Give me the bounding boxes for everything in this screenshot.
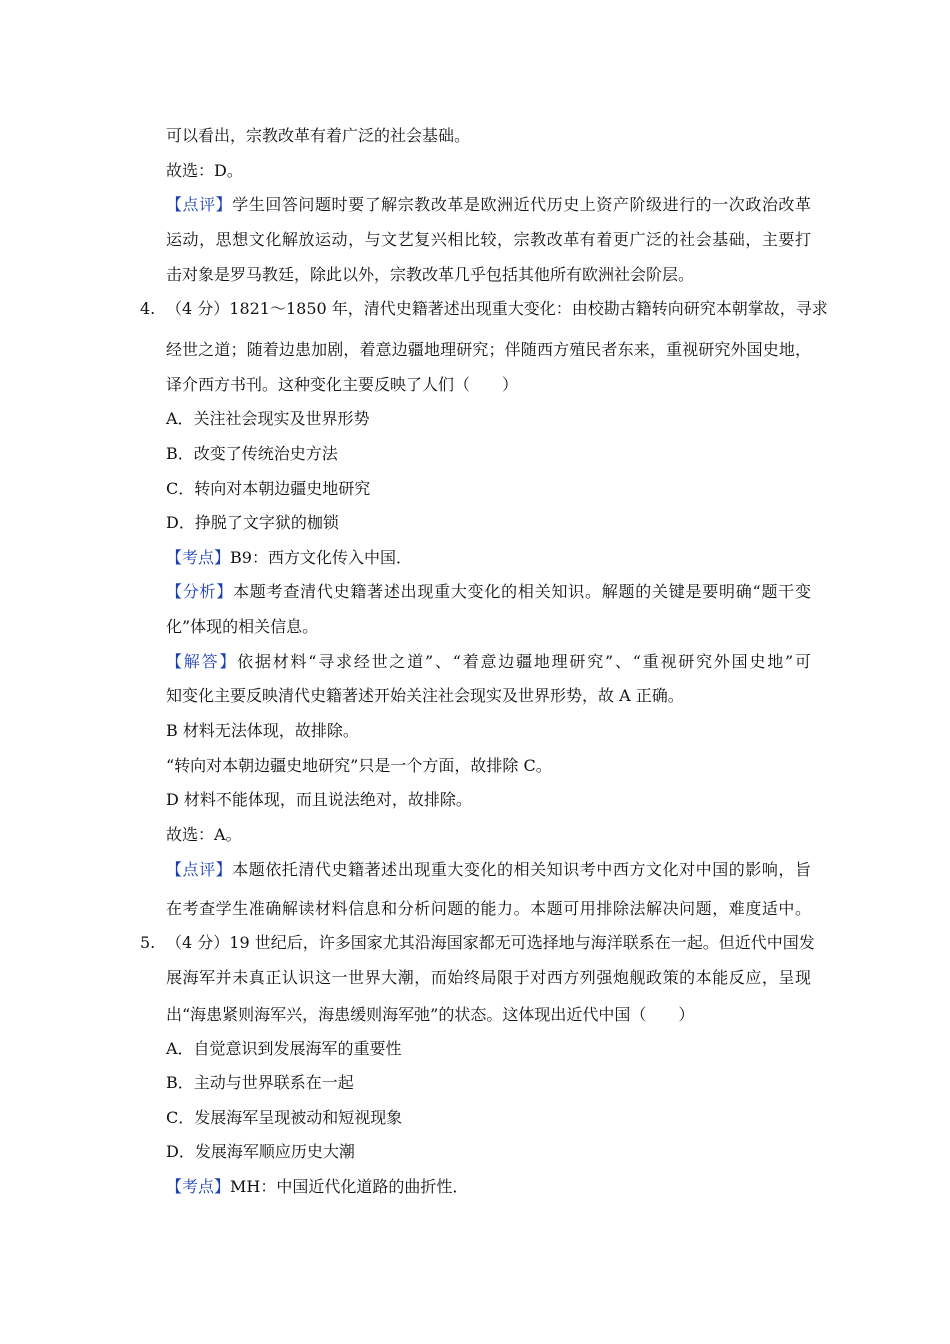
q4-dianping-line-1	[166, 859, 811, 881]
q4-dianping-line-2: 在考查学生准确解读材料信息和分析问题的能力。本题可用排除法解决问题，难度适中。	[166, 899, 811, 918]
dianping-text: 本题依托清代史籍著述出现重大变化的相关知识考中西方文化对中国的影响，旨	[232, 860, 811, 879]
q4-stem-line-2: 经世之道；随着边患加剧，着意边疆地理研究；伴随西方殖民者东来，重视研究外国史地，	[166, 340, 811, 359]
q4-kaodian	[166, 547, 811, 569]
q4-jieda-line-5: D 材料不能体现，而且说法绝对，故排除。	[166, 790, 472, 809]
q5-option-b: B．主动与世界联系在一起	[166, 1073, 354, 1092]
q5-option-d: D．发展海军顺应历史大潮	[166, 1142, 355, 1161]
kaodian-tag: 【考点】	[166, 548, 231, 567]
prev-answer: 故选：D。	[166, 161, 243, 180]
q4-option-b: B．改变了传统治史方法	[166, 444, 338, 463]
q5-option-a: A．自觉意识到发展海军的重要性	[166, 1039, 402, 1058]
q4-stem-line-3: 译介西方书刊。这种变化主要反映了人们（ ）	[166, 375, 519, 394]
q4-option-d: D．挣脱了文字狱的枷锁	[166, 513, 339, 532]
q4-jieda-line-4: “转向对本朝边疆史地研究”只是一个方面，故排除 C。	[166, 756, 552, 775]
prev-comment-line-2: 运动，思想文化解放运动，与文艺复兴相比较，宗教改革有着更广泛的社会基础，主要打	[166, 230, 811, 249]
jieda-text: 依据材料“寻求经世之道”、“着意边疆地理研究”、“重视研究外国史地”可	[237, 652, 811, 671]
question-number-5: 5.	[140, 933, 156, 952]
q5-stem-line-1: （4 分）19 世纪后，许多国家尤其沿海国家都无可选择地与海洋联系在一起。但近代中国发	[166, 933, 815, 952]
jieda-tag: 【解答】	[166, 652, 238, 671]
q5-option-c: C．发展海军呈现被动和短视现象	[166, 1108, 403, 1127]
q4-option-a: A．关注社会现实及世界形势	[166, 409, 370, 428]
fenxi-tag: 【分析】	[166, 582, 234, 601]
q5-stem-line-2: 展海军并未真正认识这一世界大潮，而始终局限于对西方列强炮舰政策的本能反应，呈现	[166, 968, 811, 987]
comment-text: 学生回答问题时要了解宗教改革是欧洲近代历史上资产阶级进行的一次政治改革	[232, 195, 811, 214]
dianping-tag: 【点评】	[166, 860, 233, 879]
q4-jieda-line-3: B 材料无法体现，故排除。	[166, 721, 359, 740]
q5-stem-line-3: 出“海患紧则海军兴，海患缓则海军弛”的状态。这体现出近代中国（ ）	[166, 1005, 695, 1024]
q4-fenxi-line-2: 化”体现的相关信息。	[166, 617, 319, 636]
fenxi-text: 本题考查清代史籍著述出现重大变化的相关知识。解题的关键是要明确“题干变	[233, 582, 811, 601]
q4-stem-line-1: （4 分）1821～1850 年，清代史籍著述出现重大变化：由校勘古籍转向研究本朝掌故，寻求	[166, 299, 828, 318]
q4-jieda-line-1	[166, 651, 811, 673]
prev-comment-line-1	[166, 194, 811, 216]
kaodian-text: MH：中国近代化道路的曲折性．	[230, 1177, 469, 1196]
q4-jieda-line-2: 知变化主要反映清代史籍著述开始关注社会现实及世界形势，故 A 正确。	[166, 686, 684, 705]
prev-explanation-line: 可以看出，宗教改革有着广泛的社会基础。	[166, 126, 471, 145]
question-number-4: 4.	[140, 299, 156, 318]
prev-comment-line-3: 击对象是罗马教廷，除此以外，宗教改革几乎包括其他所有欧洲社会阶层。	[166, 265, 695, 284]
comment-tag: 【点评】	[166, 195, 233, 214]
q4-answer: 故选：A。	[166, 825, 242, 844]
q4-option-c: C．转向对本朝边疆史地研究	[166, 479, 371, 498]
q5-kaodian	[166, 1176, 811, 1198]
q4-fenxi-line-1	[166, 581, 811, 603]
kaodian-tag: 【考点】	[166, 1177, 231, 1196]
kaodian-text: B9：西方文化传入中国．	[230, 548, 412, 567]
